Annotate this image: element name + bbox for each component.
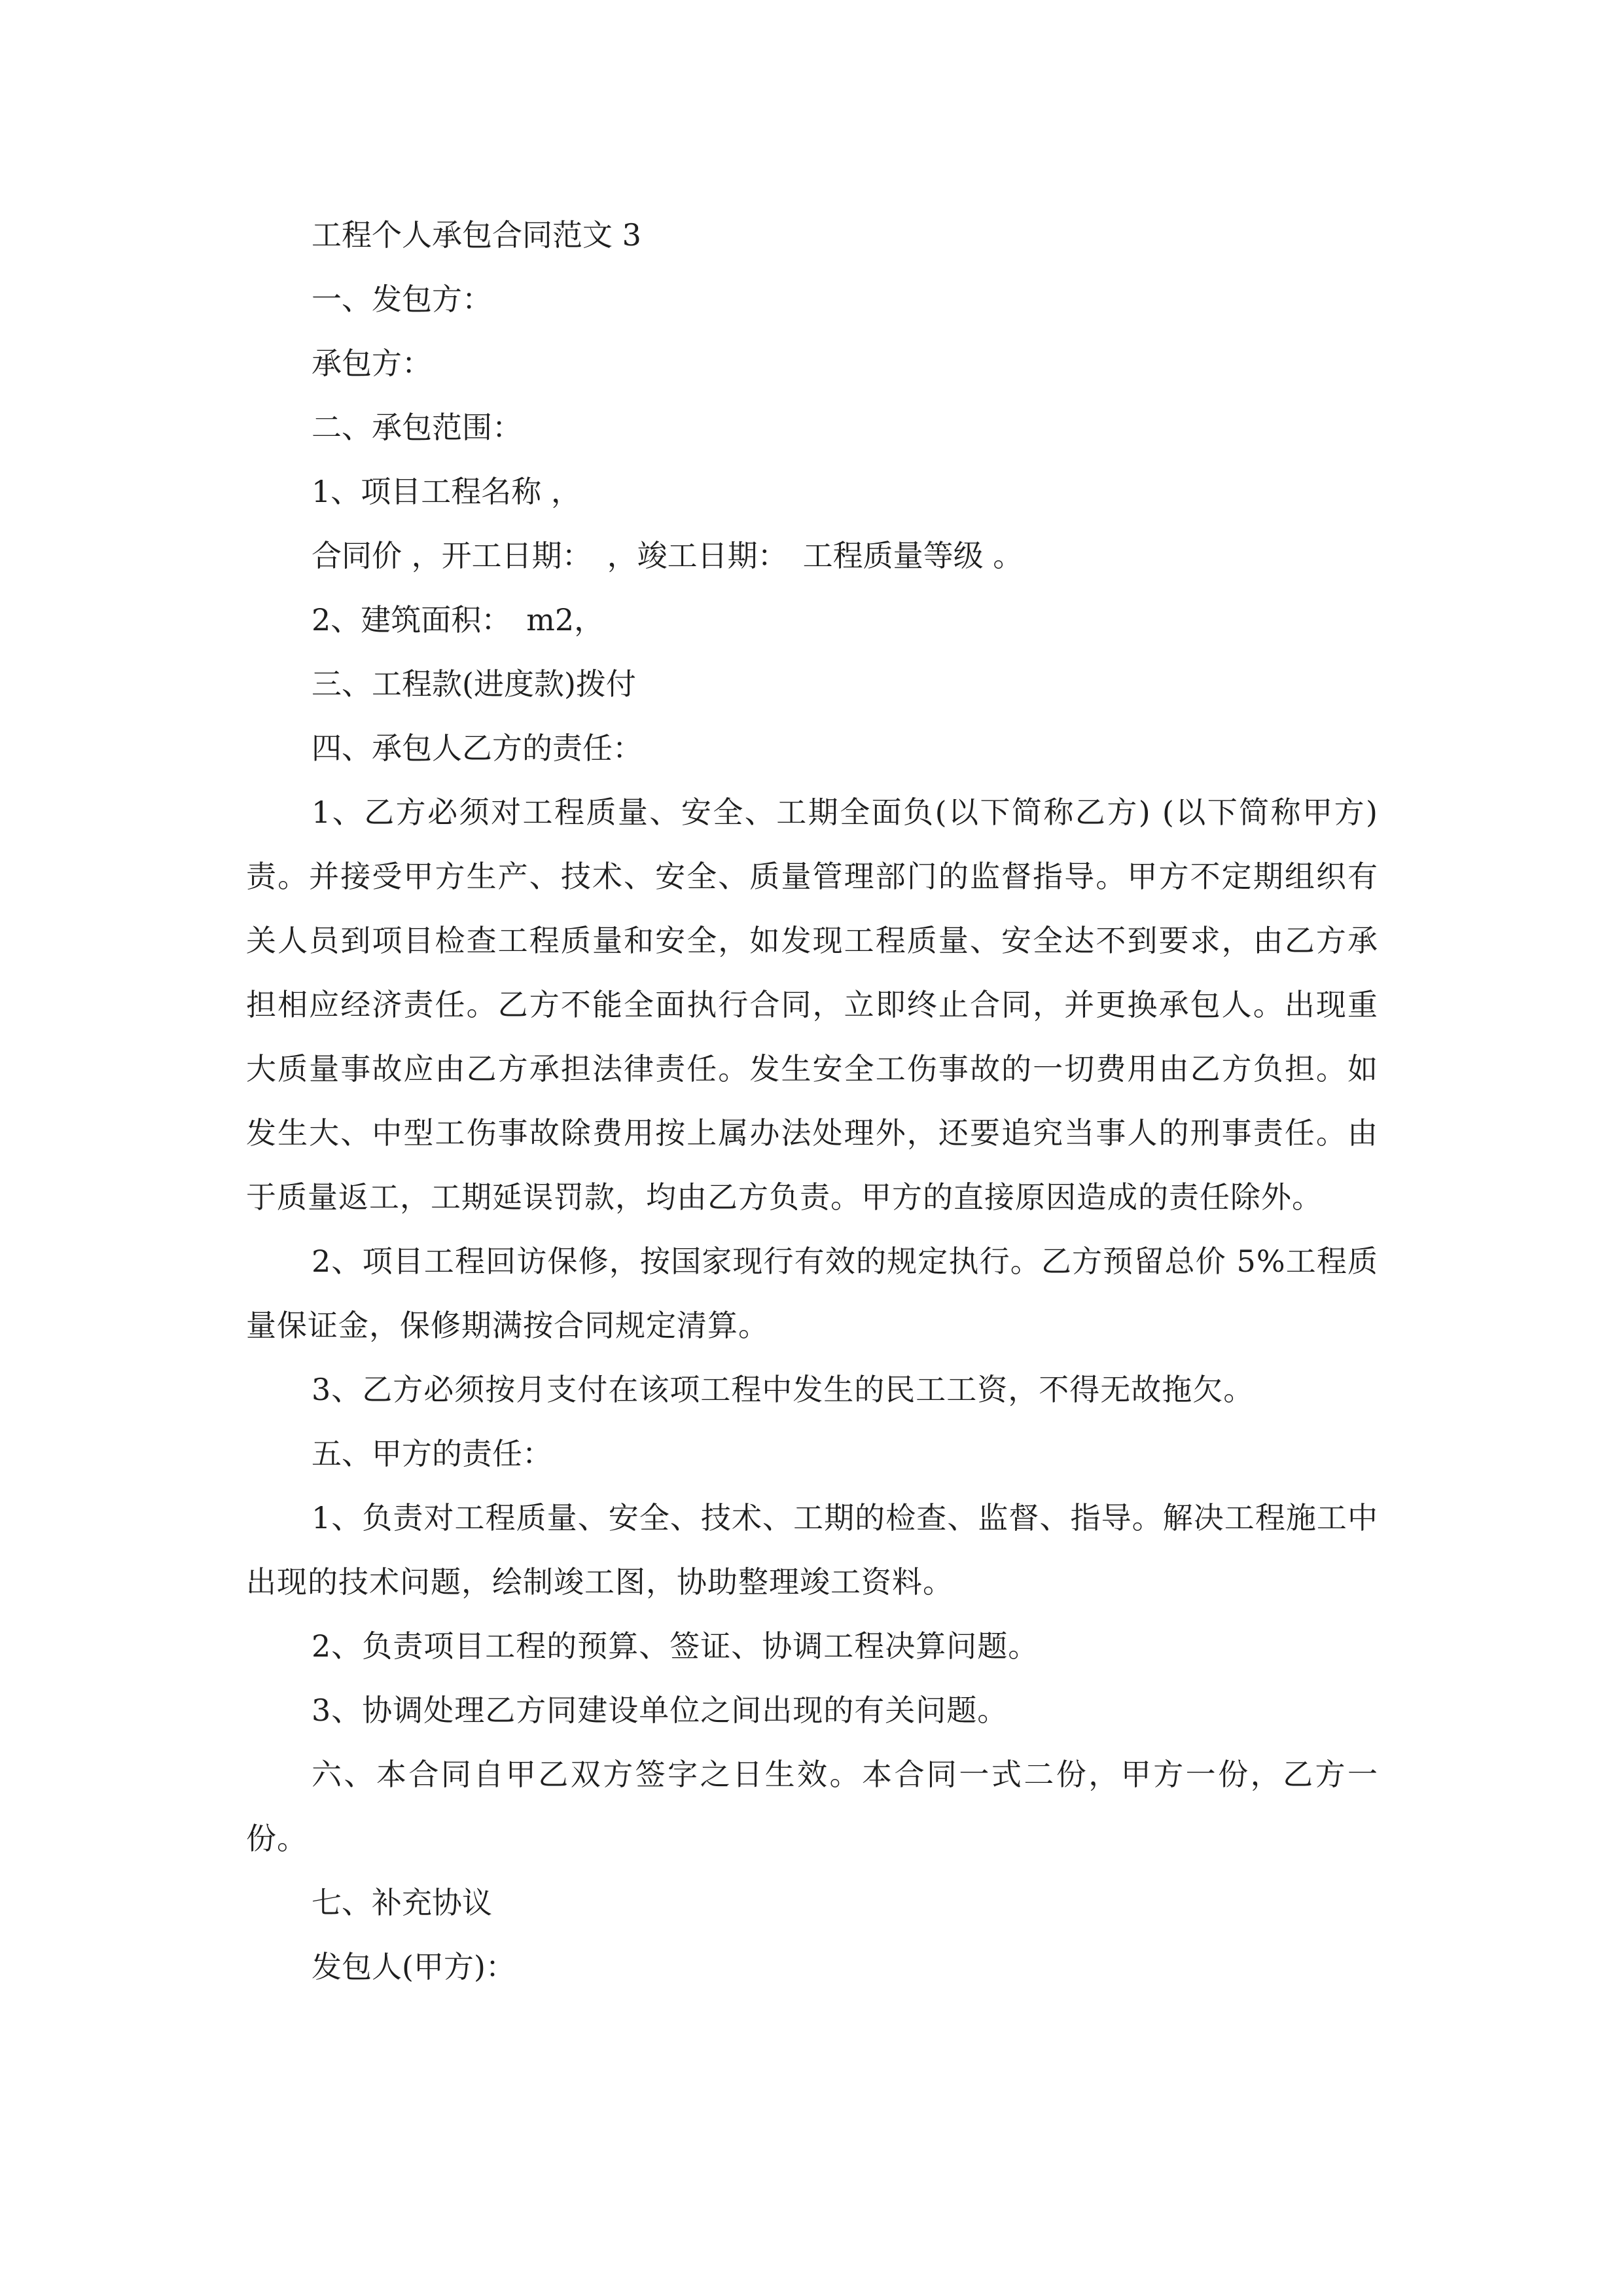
effective-clause: 六、本合同自甲乙双方签字之日生效。本合同一式二份，甲方一份，乙方一份。 — [246, 1757, 1378, 1856]
scope-heading: 二、承包范围： — [312, 410, 522, 445]
payment-heading: 三、工程款(进度款)拨付 — [312, 666, 636, 702]
project-name-line: 1、项目工程名称 ， — [312, 474, 581, 509]
party-a-heading: 五、甲方的责任： — [312, 1436, 552, 1471]
document-body — [246, 203, 1378, 1999]
building-area-line: 2、建筑面积： m2， — [312, 602, 605, 637]
party-b-item-3: 3、乙方必须按月支付在该项工程中发生的民工工资，不得无故拖欠。 — [312, 1372, 1255, 1407]
party-b-item-2: 2、项目工程回访保修，按国家现行有效的规定执行。乙方预留总价 5%工程质量保证金，保修期满按合同规定清算。 — [246, 1244, 1378, 1343]
party-a-item-3: 3、协调处理乙方同建设单位之间出现的有关问题。 — [312, 1693, 1008, 1728]
contractor-line: 承包方： — [312, 346, 432, 381]
document-title: 工程个人承包合同范文 3 — [312, 217, 641, 253]
party-a-item-2: 2、负责项目工程的预算、签证、协调工程决算问题。 — [312, 1628, 1039, 1664]
contract-terms-line: 合同价 ，开工日期： ，竣工日期： 工程质量等级 。 — [312, 538, 1024, 573]
party-a-item-1: 1、负责对工程质量、安全、技术、工期的检查、监督、指导。解决工程施工中出现的技术问题，绘制竣工图，协助整理竣工资料。 — [246, 1500, 1378, 1600]
supplement-heading: 七、补充协议 — [312, 1885, 492, 1920]
party-b-heading: 四、承包人乙方的责任： — [312, 730, 643, 766]
party-b-item-1: 1、乙方必须对工程质量、安全、工期全面负(以下简称乙方) (以下简称甲方)责。并接受甲方生产、技术、安全、质量管理部门的监督指导。甲方不定期组织有关人员到项目检查工程质量和安全，如发现工程质量、安全达不到要求，由乙方承担相应经济责任。乙方不能全面执行合同，立即终止合同，并更换承包人。出现重大质量事故应由乙方承担法律责任。发生安全工伤事故的一切费用由乙方负担。如发生大、中型工伤事故除费用按上属办法处理外，还要追究当事人的刑事责任。由于质量返工，工期延误罚款，均由乙方负责。甲方的直接原因造成的责任除外。 — [246, 795, 1378, 1215]
issuer-line: 一、发包方： — [312, 281, 492, 317]
signature-party-a: 发包人(甲方)： — [312, 1949, 516, 1984]
